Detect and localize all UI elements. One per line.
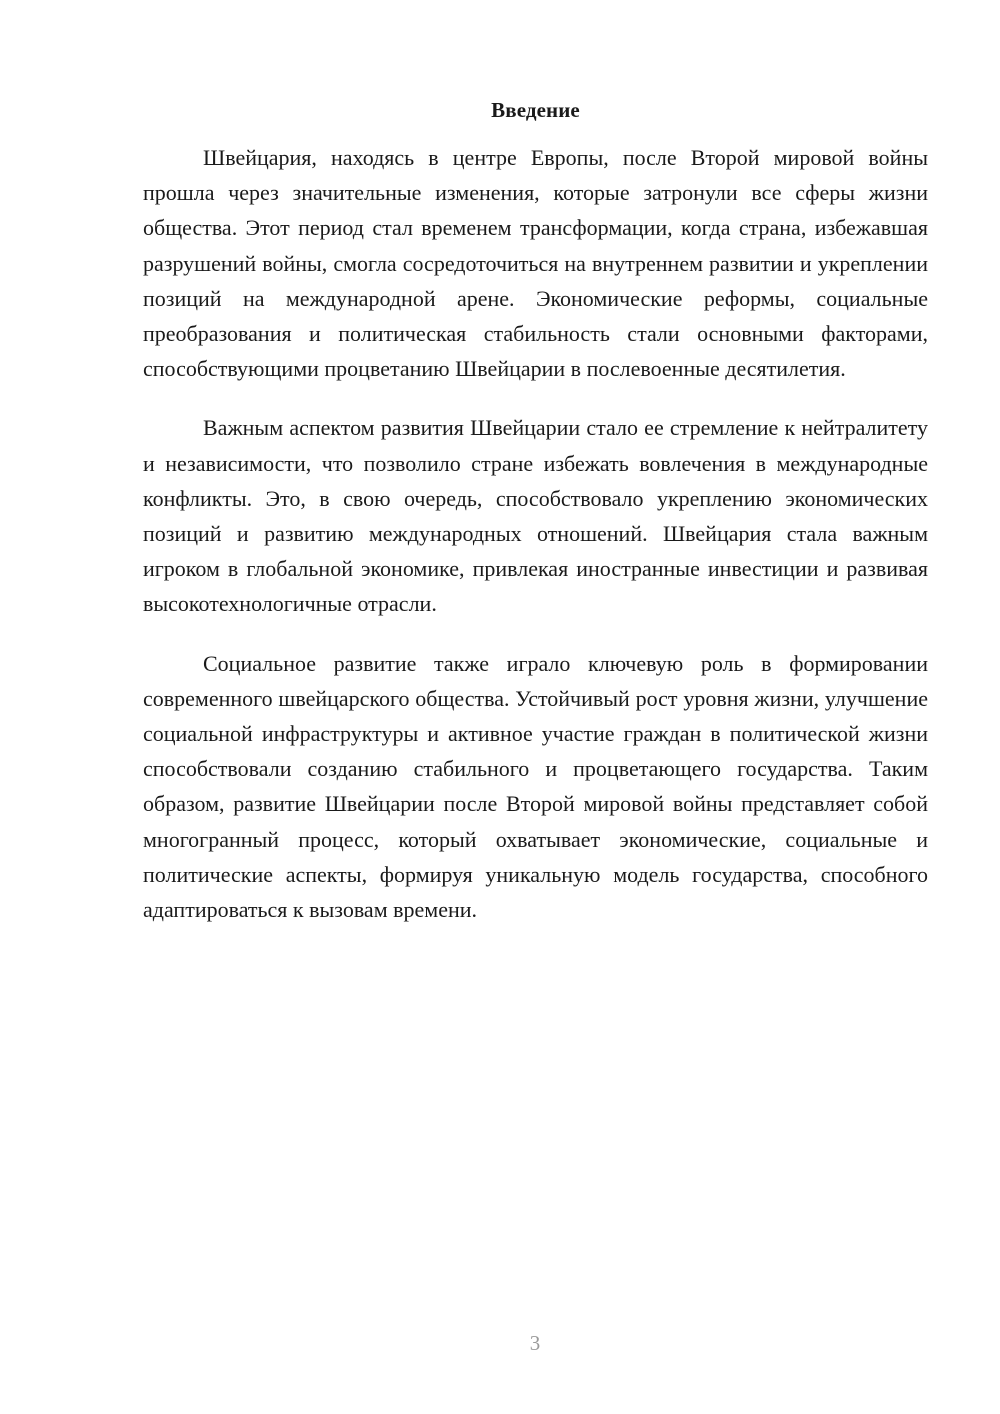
section-heading: Введение (491, 98, 580, 122)
paragraph-1: Швейцария, находясь в центре Европы, после Второй мировой войны прошла через значительные изменения, которые затронули все сферы жизни общества. Этот период стал временем трансформации, когда страна, избежавшая разрушений войны, смогла сосредоточиться на внутреннем развитии и укреплении позиций на международной арене. Экономические реформы, социальные преобразования и политическая стабильность стали основными факторами, способствующими процветанию Швейцарии в послевоенные десятилетия. (143, 145, 928, 382)
paragraph-2: Важным аспектом развития Швейцарии стало ее стремление к нейтралитету и независимости, что позволило стране избежать вовлечения в международные конфликты. Это, в свою очередь, способствовало укреплению экономических позиций и развитию международных отношений. Швейцария стала важным игроком в глобальной экономике, привлекая иностранные инвестиции и развивая высокотехнологичные отрасли. (143, 415, 928, 617)
page-number: 3 (529, 1331, 541, 1355)
paragraph-3: Социальное развитие также играло ключевую роль в формировании современного швейцарского общества. Устойчивый рост уровня жизни, улучшение социальной инфраструктуры и активное участие граждан в политической жизни способствовали созданию стабильного и процветающего государства. Таким образом, развитие Швейцарии после Второй мировой войны представляет собой многогранный процесс, который охватывает экономические, социальные и политические аспекты, формируя уникальную модель государства, способного адаптироваться к вызовам времени. (143, 650, 928, 923)
page-content (143, 93, 928, 951)
